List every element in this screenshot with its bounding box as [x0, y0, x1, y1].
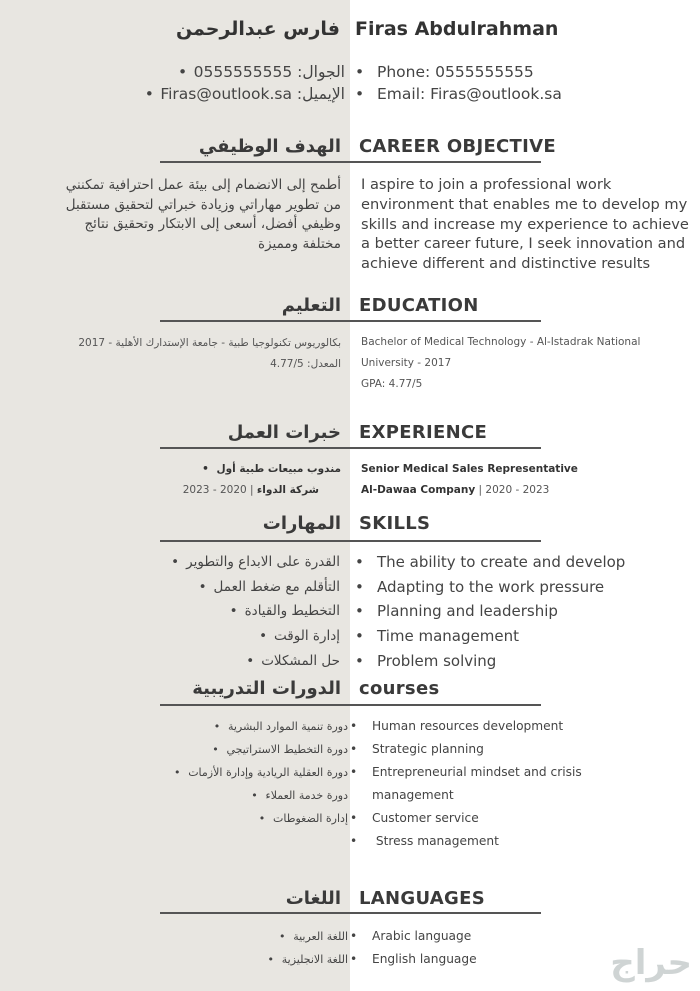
list-item: دورة العقلية الريادية وإدارة الأزمات •	[166, 761, 348, 784]
skills-heading-english: SKILLS	[359, 513, 431, 534]
contact-list-english	[353, 61, 562, 105]
list-item: • Planning and leadership	[353, 599, 625, 624]
experience-heading-english: EXPERIENCE	[359, 422, 488, 443]
list-item: • Human resources development	[348, 715, 602, 738]
job-period-arabic: | 2020 - 2023	[182, 484, 257, 496]
name-english: Firas Abdulrahman	[355, 18, 559, 40]
list-item: إدارة الضغوطات •	[166, 807, 348, 830]
courses-heading-arabic: الدورات التدريبية	[192, 678, 341, 699]
gpa-english: GPA: 4.77/5	[361, 378, 423, 390]
objective-heading-arabic: الهدف الوظيفي	[198, 136, 341, 157]
list-item: • Stress management	[348, 830, 602, 853]
email-english: • Email: Firas@outlook.sa	[353, 83, 562, 105]
skills-divider	[160, 540, 541, 542]
education-divider	[160, 320, 541, 322]
languages-heading-english: LANGUAGES	[359, 888, 485, 909]
courses-list-arabic	[166, 715, 348, 830]
skills-list-arabic	[164, 550, 340, 674]
education-details-english	[361, 332, 661, 395]
degree-arabic: بكالوريوس تكنولوجيا طبية - جامعة الإستدارك الأهلية - 2017	[78, 337, 341, 349]
languages-list-arabic	[260, 925, 348, 971]
experience-heading-arabic: خبرات العمل	[227, 422, 341, 443]
courses-list-english	[348, 715, 602, 853]
list-item: • Time management	[353, 624, 625, 649]
contact-list-arabic	[138, 61, 345, 105]
education-heading-english: EDUCATION	[359, 295, 479, 316]
phone-english: • Phone: 0555555555	[353, 61, 562, 83]
gpa-arabic: المعدل: 4.77/5	[270, 358, 341, 370]
list-item: • Problem solving	[353, 649, 625, 674]
skills-list-english	[353, 550, 625, 674]
objective-divider	[160, 161, 541, 163]
list-item: التخطيط والقيادة •	[164, 599, 340, 624]
list-item: التأقلم مع ضغط العمل •	[164, 575, 340, 600]
list-item: إدارة الوقت •	[164, 624, 340, 649]
objective-text-arabic: أطمح إلى الانضمام إلى بيئة عمل احترافية تمكنني من تطوير مهاراتي وزيادة خبراتي لتحقيق مستقبل وظيفي أفضل، أسعى إلى الابتكار وتحقيق نتائج مختلفة ومميزة	[65, 177, 341, 252]
phone-arabic: الجوال: 0555555555 •	[138, 61, 345, 83]
job-period-english: | 2020 - 2023	[475, 484, 550, 496]
list-item: حل المشكلات •	[164, 649, 340, 674]
experience-details-arabic	[183, 459, 341, 501]
email-arabic: الإيميل: Firas@outlook.sa •	[138, 83, 345, 105]
company-arabic: شركة الدواء	[256, 484, 319, 496]
job-role-arabic: مندوب مبيعات طبية أول •	[183, 459, 341, 480]
watermark-logo: حراج	[610, 943, 692, 983]
list-item	[348, 761, 602, 807]
name-arabic: فارس عبدالرحمن	[175, 18, 340, 40]
degree-english: Bachelor of Medical Technology - Al-Istadrak National University - 2017	[361, 336, 641, 369]
list-item: • Adapting to the work pressure	[353, 575, 625, 600]
education-details-arabic	[41, 333, 341, 375]
courses-divider	[160, 704, 541, 706]
list-item: دورة التخطيط الاستراتيجي •	[166, 738, 348, 761]
list-item: • English language	[348, 948, 477, 971]
languages-heading-arabic: اللغات	[285, 888, 341, 909]
experience-details-english	[361, 459, 578, 501]
job-role-english: Senior Medical Sales Representative	[361, 463, 578, 475]
languages-divider	[160, 912, 541, 914]
list-item: اللغة الانجليزية •	[260, 948, 348, 971]
skills-heading-arabic: المهارات	[262, 513, 341, 534]
list-item: دورة خدمة العملاء •	[166, 784, 348, 807]
list-item: دورة تنمية الموارد البشرية •	[166, 715, 348, 738]
list-item: • Customer service	[348, 807, 602, 830]
list-item: القدرة على الابداع والتطوير •	[164, 550, 340, 575]
list-item: • Strategic planning	[348, 738, 602, 761]
list-item: • Arabic language	[348, 925, 477, 948]
list-item: • The ability to create and develop	[353, 550, 625, 575]
experience-divider	[160, 447, 541, 449]
objective-heading-english: CAREER OBJECTIVE	[359, 136, 556, 157]
education-heading-arabic: التعليم	[281, 295, 341, 316]
list-item: اللغة العربية •	[260, 925, 348, 948]
courses-heading-english: courses	[359, 678, 440, 699]
objective-text-english: I aspire to join a professional work environment that enables me to develop my skills and increase my experience to achieve a better career future, I seek innovation and achieve different and distinctive results	[361, 176, 689, 273]
course-text: Entrepreneurial mindset and crisis management	[372, 765, 582, 802]
languages-list-english	[348, 925, 477, 971]
company-english: Al-Dawaa Company	[361, 484, 476, 496]
